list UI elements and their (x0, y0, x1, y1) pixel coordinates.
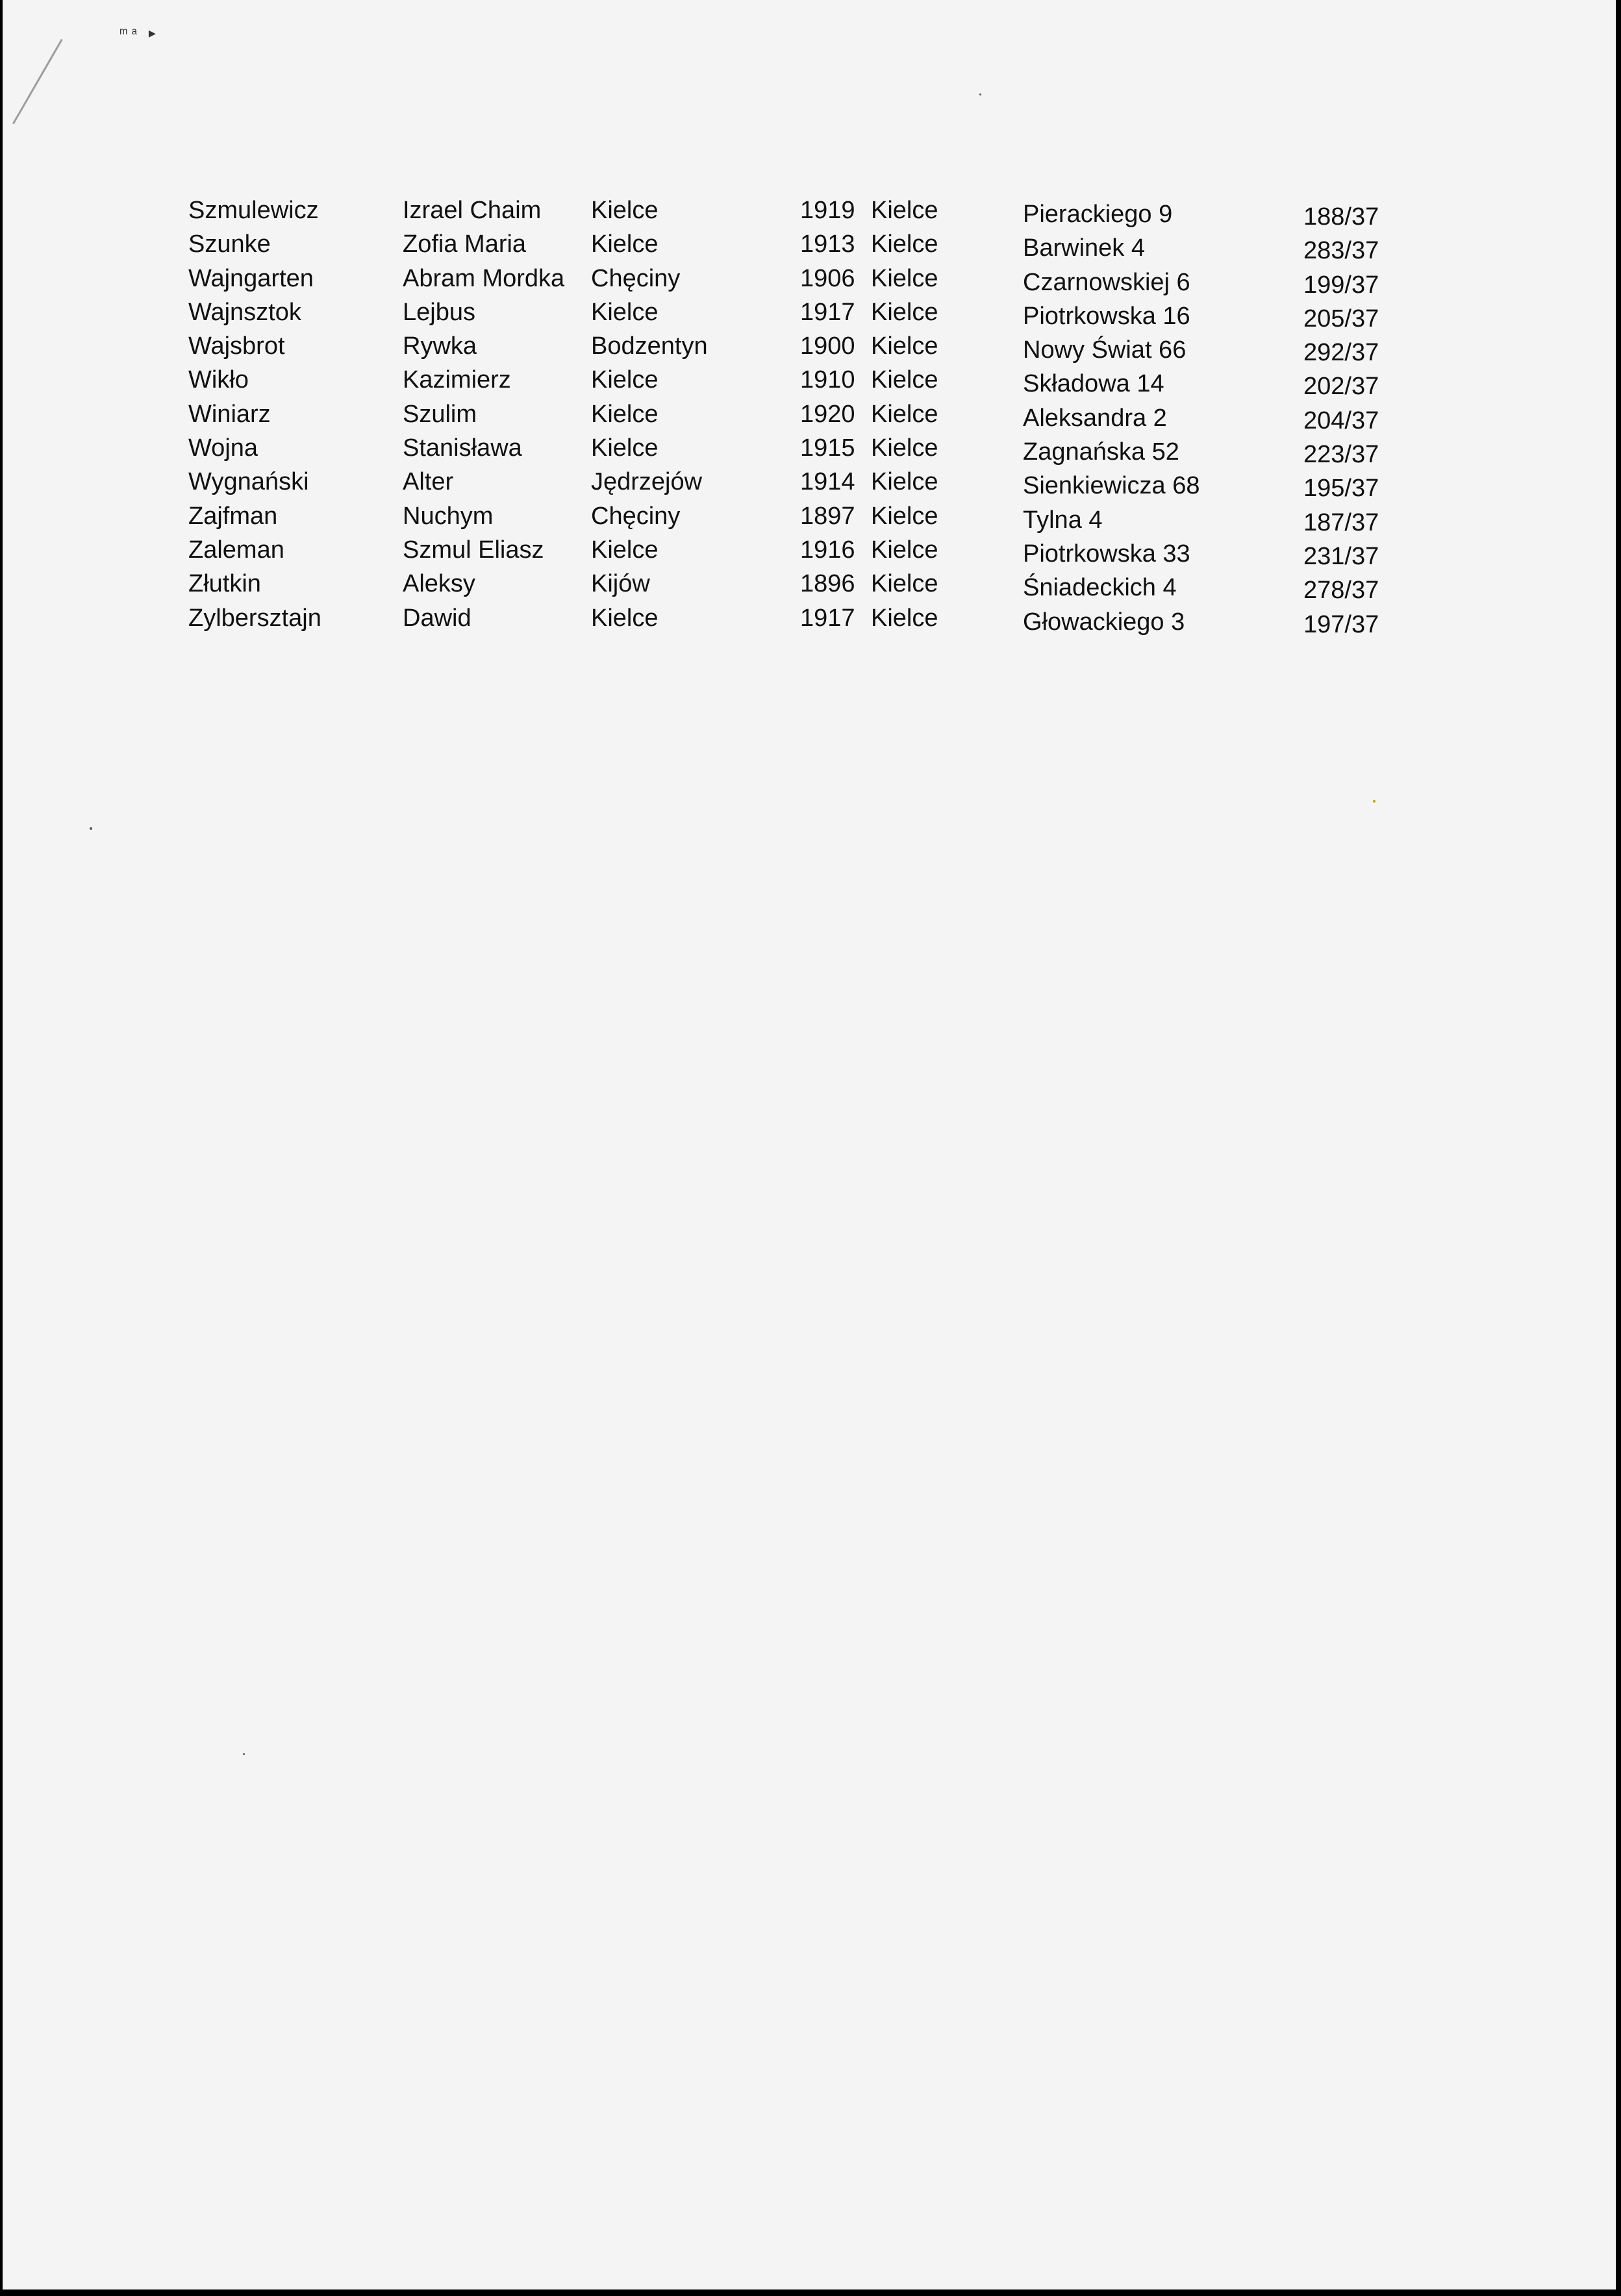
given-names-cell: Rywka (403, 332, 477, 360)
pencil-stroke (12, 39, 63, 124)
street-address-cell: Tylna 4 (1023, 506, 1103, 534)
residence-city-cell: Kielce (871, 400, 938, 428)
birthplace-cell: Kielce (591, 604, 659, 632)
surname-cell: Szmulewicz (188, 197, 319, 224)
given-names-cell: Dawid (403, 604, 471, 632)
table-row (3, 567, 1616, 605)
record-number-cell: 283/37 (1303, 237, 1379, 265)
scan-speck (1373, 800, 1376, 803)
residence-city-cell: Kielce (871, 536, 938, 564)
table-row (3, 227, 1616, 265)
surname-cell: Zylbersztajn (188, 604, 321, 632)
given-names-cell: Szmul Eliasz (403, 536, 544, 564)
record-number-cell: 278/37 (1303, 577, 1379, 605)
surname-cell: Zajfman (188, 502, 278, 530)
birthplace-cell: Kielce (591, 400, 659, 428)
given-names-cell: Zofia Maria (403, 231, 527, 258)
surname-cell: Wojna (188, 434, 258, 462)
birthplace-cell: Kielce (591, 197, 659, 224)
street-address-cell: Piotrkowska 16 (1023, 302, 1190, 330)
birthplace-cell: Kielce (591, 536, 659, 564)
record-number-cell: 195/37 (1303, 475, 1379, 503)
scan-speck (979, 94, 981, 95)
register-table (3, 193, 1616, 638)
birthplace-cell: Bodzentyn (591, 332, 708, 360)
street-address-cell: Piotrkowska 33 (1023, 540, 1190, 568)
birthplace-cell: Kielce (591, 298, 659, 326)
residence-city-cell: Kielce (871, 366, 938, 394)
residence-city-cell: Kielce (871, 502, 938, 530)
table-row (3, 431, 1616, 469)
birth-year-cell: 1906 (800, 264, 855, 292)
surname-cell: Wajnsztok (188, 298, 301, 326)
given-names-cell: Abram Mordka (403, 264, 565, 292)
birthplace-cell: Chęciny (591, 264, 681, 292)
table-row (3, 465, 1616, 503)
surname-cell: Wikło (188, 366, 249, 394)
record-number-cell: 197/37 (1303, 610, 1379, 638)
given-names-cell: Alter (403, 468, 454, 496)
birth-year-cell: 1919 (800, 197, 855, 224)
birthplace-cell: Kijów (591, 570, 650, 598)
street-address-cell: Barwinek 4 (1023, 234, 1145, 262)
table-row (3, 533, 1616, 570)
surname-cell: Wajsbrot (188, 332, 285, 360)
birthplace-cell: Chęciny (591, 502, 681, 530)
table-row (3, 262, 1616, 299)
record-number-cell: 205/37 (1303, 305, 1379, 332)
table-row (3, 193, 1616, 231)
surname-cell: Wajngarten (188, 264, 314, 292)
given-names-cell: Aleksy (403, 570, 475, 598)
birth-year-cell: 1920 (800, 400, 855, 428)
residence-city-cell: Kielce (871, 298, 938, 326)
residence-city-cell: Kielce (871, 264, 938, 292)
birthplace-cell: Kielce (591, 231, 659, 258)
table-row (3, 499, 1616, 536)
table-row (3, 329, 1616, 367)
record-number-cell: 188/37 (1303, 203, 1379, 231)
residence-city-cell: Kielce (871, 434, 938, 462)
birth-year-cell: 1896 (800, 570, 855, 598)
document-page (3, 0, 1616, 2290)
residence-city-cell: Kielce (871, 197, 938, 224)
street-address-cell: Głowackiego 3 (1023, 608, 1185, 636)
street-address-cell: Czarnowskiej 6 (1023, 268, 1190, 296)
street-address-cell: Sienkiewicza 68 (1023, 472, 1200, 500)
scan-speck (90, 827, 92, 830)
given-names-cell: Stanisława (403, 434, 522, 462)
street-address-cell: Śniadeckich 4 (1023, 574, 1177, 602)
given-names-cell: Kazimierz (403, 366, 511, 394)
surname-cell: Zaleman (188, 536, 284, 564)
residence-city-cell: Kielce (871, 570, 938, 598)
birth-year-cell: 1913 (800, 231, 855, 258)
birth-year-cell: 1915 (800, 434, 855, 462)
birth-year-cell: 1910 (800, 366, 855, 394)
record-number-cell: 199/37 (1303, 271, 1379, 299)
record-number-cell: 292/37 (1303, 339, 1379, 367)
record-number-cell: 187/37 (1303, 508, 1379, 536)
table-row (3, 363, 1616, 401)
birth-year-cell: 1897 (800, 502, 855, 530)
street-address-cell: Składowa 14 (1023, 370, 1164, 398)
given-names-cell: Nuchym (403, 502, 494, 530)
surname-cell: Szunke (188, 231, 271, 258)
birthplace-cell: Kielce (591, 434, 659, 462)
given-names-cell: Lejbus (403, 298, 475, 326)
street-address-cell: Zagnańska 52 (1023, 438, 1179, 466)
table-row (3, 601, 1616, 638)
birth-year-cell: 1900 (800, 332, 855, 360)
record-number-cell: 223/37 (1303, 441, 1379, 469)
residence-city-cell: Kielce (871, 332, 938, 360)
residence-city-cell: Kielce (871, 231, 938, 258)
birth-year-cell: 1917 (800, 298, 855, 326)
street-address-cell: Pierackiego 9 (1023, 201, 1173, 228)
birth-year-cell: 1914 (800, 468, 855, 496)
given-names-cell: Izrael Chaim (403, 197, 542, 224)
birth-year-cell: 1916 (800, 536, 855, 564)
given-names-cell: Szulim (403, 400, 477, 428)
table-row (3, 397, 1616, 434)
surname-cell: Wygnański (188, 468, 309, 496)
scan-speck (243, 1753, 245, 1755)
birthplace-cell: Kielce (591, 366, 659, 394)
birthplace-cell: Jędrzejów (591, 468, 703, 496)
record-number-cell: 231/37 (1303, 542, 1379, 570)
residence-city-cell: Kielce (871, 468, 938, 496)
street-address-cell: Nowy Świat 66 (1023, 336, 1187, 364)
corner-mark: ᵐᵃ ▸ (119, 25, 160, 41)
surname-cell: Winiarz (188, 400, 271, 428)
surname-cell: Złutkin (188, 570, 261, 598)
record-number-cell: 204/37 (1303, 406, 1379, 434)
street-address-cell: Aleksandra 2 (1023, 404, 1167, 432)
table-row (3, 295, 1616, 332)
record-number-cell: 202/37 (1303, 373, 1379, 401)
residence-city-cell: Kielce (871, 604, 938, 632)
birth-year-cell: 1917 (800, 604, 855, 632)
